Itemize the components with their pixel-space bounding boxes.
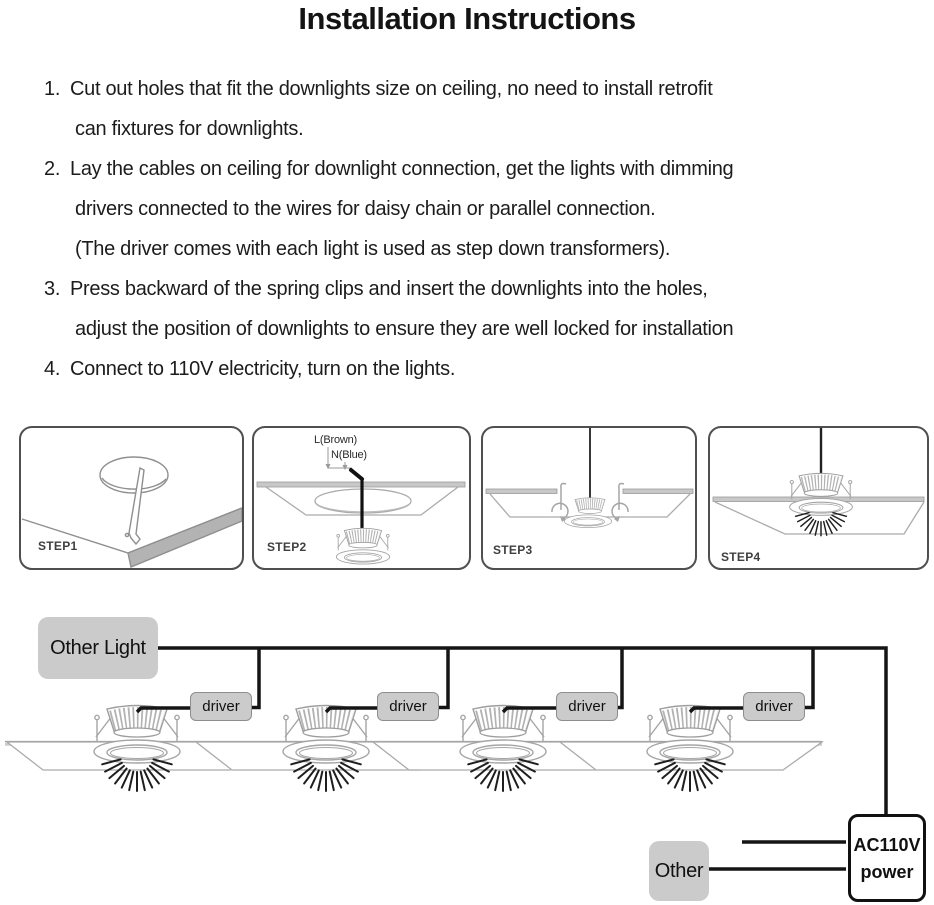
- driver1-drop-wire: [252, 648, 259, 708]
- driver4-box: driver: [743, 692, 805, 721]
- neutral-wire-label: N(Blue): [331, 449, 367, 461]
- driver3-drop-wire: [618, 648, 622, 708]
- instruction-text: Press backward of the spring clips and insert the downlights into the holes,: [70, 278, 708, 300]
- step4-label: STEP4: [721, 550, 761, 564]
- item-number: 2.: [44, 158, 61, 180]
- board-thickness-strip: [128, 508, 242, 567]
- step3-label: STEP3: [493, 543, 533, 557]
- cutout-hole: [100, 457, 168, 493]
- driver3-box: driver: [556, 692, 618, 721]
- instruction-line: [44, 149, 904, 189]
- ac110v-power-box: [848, 814, 926, 902]
- instruction-text: Connect to 110V electricity, turn on the lights.: [70, 358, 456, 380]
- instruction-line: [44, 229, 904, 269]
- instruction-line: [44, 69, 904, 109]
- instruction-text: drivers connected to the wires for daisy chain or parallel connection.: [75, 198, 656, 220]
- other-box: Other: [649, 841, 709, 901]
- page-title: Installation Instructions: [298, 1, 636, 36]
- item-number: 3.: [44, 278, 61, 300]
- live-wire-label: L(Brown): [314, 434, 358, 446]
- driver4-drop-wire: [805, 648, 813, 708]
- instruction-text: Cut out holes that fit the downlights size on ceiling, no need to install retrofit: [70, 78, 713, 100]
- downlight-illustration: [564, 498, 611, 528]
- step2-panel: [252, 426, 471, 570]
- other-light-box: Other Light: [38, 617, 158, 679]
- instruction-text: Lay the cables on ceiling for downlight connection, get the lights with dimming: [70, 158, 734, 180]
- power-label-line2: power: [860, 861, 914, 882]
- instruction-line: [44, 309, 904, 349]
- instruction-text: (The driver comes with each light is used as step down transformers).: [75, 238, 671, 260]
- driver1-box: driver: [190, 692, 252, 721]
- instructions-list: [44, 69, 904, 389]
- instruction-line: [44, 349, 904, 389]
- instruction-line: [44, 109, 904, 149]
- item-number: 4.: [44, 358, 61, 380]
- instruction-text: adjust the position of downlights to ensure they are well locked for installation: [75, 318, 734, 340]
- instruction-line: [44, 189, 904, 229]
- instruction-text: can fixtures for downlights.: [75, 118, 304, 140]
- power-label-line1: AC110V: [853, 834, 921, 855]
- step1-panel: [19, 426, 244, 570]
- step1-label: STEP1: [38, 539, 78, 553]
- driver2-box: driver: [377, 692, 439, 721]
- downlight-illustration: [790, 473, 853, 535]
- cable-stub: [351, 470, 362, 479]
- instruction-line: [44, 269, 904, 309]
- driver2-drop-wire: [439, 648, 448, 708]
- item-number: 1.: [44, 78, 61, 100]
- step3-panel: [481, 426, 697, 570]
- wiring-diagram: [0, 600, 934, 905]
- downlight-illustration: [336, 528, 389, 564]
- step2-label: STEP2: [267, 540, 307, 554]
- step4-panel: [708, 426, 929, 570]
- step4-installed-illustration: [710, 428, 927, 568]
